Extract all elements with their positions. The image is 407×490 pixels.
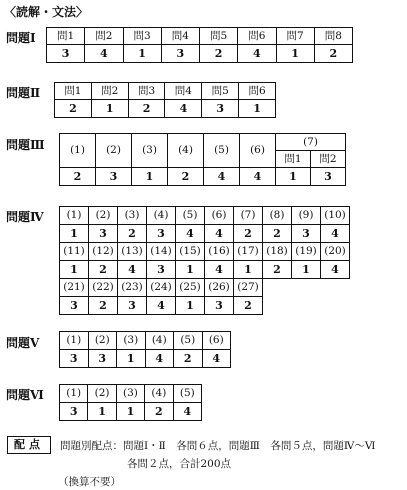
section-label-1: 問題Ⅰ	[6, 31, 36, 45]
question-cell: (2)	[88, 385, 116, 403]
scoring-label: 配点	[7, 436, 51, 454]
question-cell: (25)	[176, 279, 205, 297]
answer-cell: 4	[145, 350, 174, 368]
answer-cell: 4	[176, 225, 205, 243]
answer-cell: 3	[88, 350, 117, 368]
answer-cell: 1	[60, 225, 89, 243]
answer-cell: 1	[176, 261, 205, 279]
answer-cell: 3	[147, 225, 176, 243]
answer-cell: 4	[147, 297, 176, 315]
answer-cell: 1	[88, 403, 116, 421]
answer-table-2	[54, 82, 276, 118]
question-cell: 問1	[55, 83, 92, 100]
answer-cell: 3	[311, 168, 346, 186]
answer-cell: 4	[204, 168, 240, 186]
answer-cell: 3	[147, 261, 176, 279]
section-label-3: 問題Ⅲ	[6, 138, 45, 152]
section-label-4: 問題Ⅳ	[6, 210, 44, 224]
answer-cell: 2	[145, 403, 173, 421]
answer-cell: 3	[96, 168, 132, 186]
question-cell: (21)	[60, 279, 89, 297]
question-cell: (2)	[88, 332, 117, 350]
answer-cell: 2	[234, 225, 263, 243]
answer-cell: 4	[173, 403, 201, 421]
question-cell: (6)	[202, 332, 231, 350]
answer-cell: 3	[205, 297, 234, 315]
answer-table-1	[46, 27, 353, 63]
scoring-line-1: 問題別配点：問題Ⅰ・Ⅱ 各問６点，問題Ⅲ 各問５点，問題Ⅳ～Ⅵ	[60, 440, 376, 452]
answer-cell: 4	[205, 225, 234, 243]
section-label-2: 問題Ⅱ	[6, 86, 41, 100]
question-cell: (5)	[204, 134, 240, 168]
answer-cell: 4	[118, 261, 147, 279]
question-cell: (17)	[234, 243, 263, 261]
answer-cell: 3	[60, 350, 89, 368]
question-cell: (2)	[96, 134, 132, 168]
question-cell: (11)	[60, 243, 89, 261]
answer-cell: 3	[202, 100, 239, 118]
question-cell: 問3	[123, 28, 161, 45]
question-cell: (16)	[205, 243, 234, 261]
question-cell: (1)	[60, 332, 89, 350]
section-heading: 〈読解・文法〉	[4, 5, 89, 19]
answer-cell: 1	[123, 45, 161, 63]
answer-cell: 4	[321, 261, 350, 279]
question-cell: (1)	[60, 385, 88, 403]
question-cell: (3)	[117, 332, 146, 350]
answer-cell: 4	[165, 100, 202, 118]
empty-cell	[292, 297, 321, 315]
question-cell: (12)	[89, 243, 118, 261]
answer-cell: 2	[174, 350, 203, 368]
question-cell: (5)	[174, 332, 203, 350]
question-cell: (24)	[147, 279, 176, 297]
question-cell: (23)	[118, 279, 147, 297]
answer-cell: 1	[292, 261, 321, 279]
question-cell: (3)	[118, 207, 147, 225]
question-cell: (7)	[234, 207, 263, 225]
answer-cell: 4	[238, 45, 276, 63]
question-cell: 問5	[200, 28, 238, 45]
empty-cell	[321, 297, 350, 315]
answer-cell: 1	[176, 297, 205, 315]
question-cell: (3)	[116, 385, 144, 403]
question-cell: (5)	[173, 385, 201, 403]
question-cell: 問8	[314, 28, 352, 45]
answer-table-4	[59, 206, 350, 315]
question-cell: 問6	[238, 28, 276, 45]
question-cell: 問6	[239, 83, 276, 100]
answer-cell: 2	[314, 45, 352, 63]
question-cell: (2)	[89, 207, 118, 225]
answer-cell: 3	[60, 403, 88, 421]
question-cell: 問7	[276, 28, 314, 45]
answer-cell: 1	[132, 168, 168, 186]
answer-cell: 1	[116, 403, 144, 421]
answer-cell: 2	[234, 297, 263, 315]
question-cell: (1)	[60, 134, 96, 168]
answer-cell: 4	[321, 225, 350, 243]
answer-cell: 3	[292, 225, 321, 243]
question-cell: (20)	[321, 243, 350, 261]
question-cell: (26)	[205, 279, 234, 297]
answer-cell: 1	[276, 168, 311, 186]
question-cell: (22)	[89, 279, 118, 297]
question-cell: (1)	[60, 207, 89, 225]
answer-cell: 1	[276, 45, 314, 63]
answer-cell: 3	[89, 225, 118, 243]
answer-cell: 2	[60, 168, 96, 186]
question-cell: (14)	[147, 243, 176, 261]
question-cell: 問2	[91, 83, 128, 100]
question-cell: (18)	[263, 243, 292, 261]
question-cell: (4)	[147, 207, 176, 225]
question-cell: 問3	[128, 83, 165, 100]
question-cell: (5)	[176, 207, 205, 225]
answer-cell: 1	[60, 261, 89, 279]
answer-cell: 2	[263, 261, 292, 279]
answer-cell: 3	[47, 45, 85, 63]
question-cell: (4)	[145, 332, 174, 350]
section-label-6: 問題Ⅵ	[6, 388, 44, 402]
question-cell: (8)	[263, 207, 292, 225]
empty-cell	[263, 297, 292, 315]
answer-cell: 4	[240, 168, 276, 186]
answer-cell: 4	[202, 350, 231, 368]
answer-cell: 1	[117, 350, 146, 368]
answer-cell: 1	[91, 100, 128, 118]
question-cell: 問4	[165, 83, 202, 100]
empty-cell	[292, 279, 321, 297]
answer-cell: 2	[128, 100, 165, 118]
question-cell: (6)	[240, 134, 276, 168]
question-cell: 問2	[311, 151, 346, 168]
answer-cell: 3	[60, 297, 89, 315]
question-cell: 問1	[276, 151, 311, 168]
question-cell: (4)	[145, 385, 173, 403]
answer-cell: 2	[200, 45, 238, 63]
question-cell: (6)	[205, 207, 234, 225]
question-cell: (19)	[292, 243, 321, 261]
question-cell: (13)	[118, 243, 147, 261]
answer-cell: 2	[55, 100, 92, 118]
question-cell: (10)	[321, 207, 350, 225]
scoring-note: （換算不要）	[58, 476, 121, 488]
question-group-header: (7)	[276, 134, 346, 151]
question-cell: (27)	[234, 279, 263, 297]
answer-table-3	[59, 133, 346, 186]
answer-cell: 2	[168, 168, 204, 186]
answer-cell: 3	[161, 45, 199, 63]
answer-cell: 2	[89, 297, 118, 315]
empty-cell	[321, 279, 350, 297]
question-cell: 問2	[85, 28, 123, 45]
answer-cell: 1	[239, 100, 276, 118]
question-cell: (15)	[176, 243, 205, 261]
answer-cell: 3	[118, 297, 147, 315]
question-cell: 問5	[202, 83, 239, 100]
question-cell: (9)	[292, 207, 321, 225]
question-cell: (3)	[132, 134, 168, 168]
answer-cell: 2	[118, 225, 147, 243]
empty-cell	[263, 279, 292, 297]
answer-cell: 2	[263, 225, 292, 243]
question-cell: 問4	[161, 28, 199, 45]
answer-table-5	[59, 331, 231, 368]
answer-cell: 4	[85, 45, 123, 63]
answer-cell: 1	[234, 261, 263, 279]
section-label-5: 問題Ⅴ	[6, 336, 40, 350]
answer-cell: 4	[205, 261, 234, 279]
question-cell: (4)	[168, 134, 204, 168]
answer-table-6	[59, 384, 202, 421]
answer-cell: 2	[89, 261, 118, 279]
scoring-line-2: 各問２点，合計200点	[127, 458, 232, 470]
question-cell: 問1	[47, 28, 85, 45]
